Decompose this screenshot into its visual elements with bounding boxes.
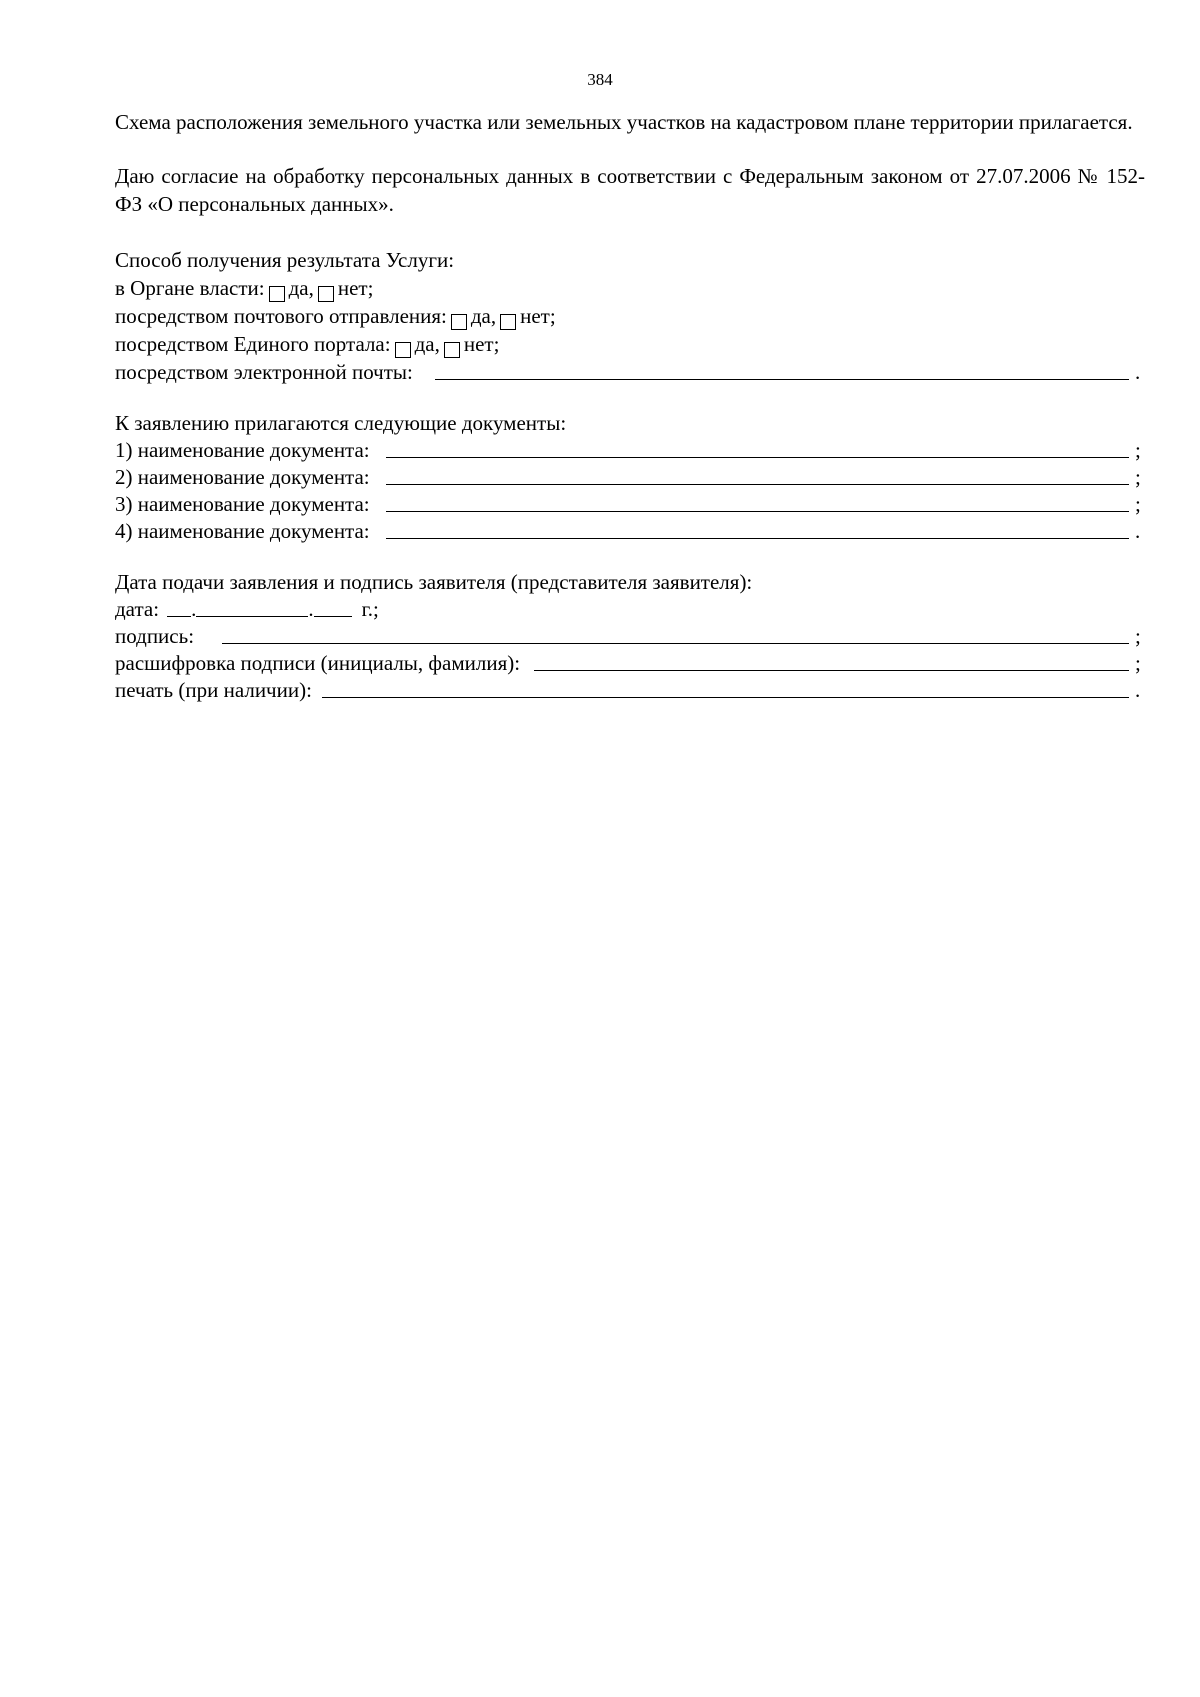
documents-heading: К заявлению прилагаются следующие документы:: [115, 411, 567, 435]
document-label: 2) наименование документа:: [115, 465, 370, 489]
document-end: ;: [1135, 492, 1141, 516]
document-item: [115, 437, 1145, 464]
no-checkbox[interactable]: [444, 342, 460, 358]
decode-field[interactable]: [534, 669, 1129, 671]
scheme-paragraph: Схема расположения земельного участка или земельных участков на кадастровом плане территории прилагается.: [115, 110, 1133, 134]
stamp-label: печать (при наличии):: [115, 678, 312, 702]
option-portal: [115, 330, 1145, 358]
option-label: посредством почтового отправления:: [115, 304, 447, 328]
date-year-field[interactable]: [314, 615, 352, 617]
documents-section: [115, 410, 1145, 545]
signature-line: [115, 623, 1145, 650]
document-name-field[interactable]: [386, 456, 1129, 458]
decode-line: [115, 650, 1145, 677]
decode-label: расшифровка подписи (инициалы, фамилия):: [115, 651, 521, 675]
no-label: нет;: [463, 332, 500, 356]
document-name-field[interactable]: [386, 510, 1129, 512]
yes-checkbox[interactable]: [451, 314, 467, 330]
year-suffix: г.;: [361, 597, 379, 621]
date-separator: .: [308, 597, 314, 621]
date-label: дата:: [115, 597, 160, 621]
page-number: 384: [587, 70, 613, 89]
option-authority: [115, 274, 1145, 302]
document-label: 1) наименование документа:: [115, 438, 370, 462]
stamp-end: .: [1135, 678, 1141, 702]
yes-checkbox[interactable]: [395, 342, 411, 358]
document-label: 4) наименование документа:: [115, 519, 370, 543]
no-label: нет;: [520, 304, 556, 328]
document-end: ;: [1135, 438, 1141, 462]
email-end: .: [1135, 360, 1141, 384]
date-line: [115, 596, 1145, 623]
option-label: в Органе власти:: [115, 276, 265, 300]
document-name-field[interactable]: [386, 483, 1129, 485]
option-label: посредством Единого портала:: [115, 332, 391, 356]
stamp-line: [115, 677, 1145, 704]
document-label: 3) наименование документа:: [115, 492, 370, 516]
option-email: [115, 358, 1145, 386]
yes-checkbox[interactable]: [269, 286, 285, 302]
email-label: посредством электронной почты:: [115, 360, 413, 384]
result-heading: Способ получения результата Услуги:: [115, 248, 455, 272]
decode-end: ;: [1135, 651, 1141, 675]
date-day-field[interactable]: [167, 615, 191, 617]
document-item: [115, 491, 1145, 518]
no-checkbox[interactable]: [500, 314, 516, 330]
document-item: [115, 518, 1145, 545]
yes-label: да,: [470, 304, 497, 328]
yes-label: да,: [288, 276, 314, 300]
result-section: [115, 246, 1145, 386]
signature-section: [115, 569, 1145, 704]
document-item: [115, 464, 1145, 491]
document-name-field[interactable]: [386, 537, 1129, 539]
email-field[interactable]: [435, 378, 1129, 380]
signature-field[interactable]: [222, 642, 1129, 644]
yes-label: да,: [414, 332, 440, 356]
signature-label: подпись:: [115, 624, 195, 648]
signature-end: ;: [1135, 624, 1141, 648]
no-label: нет;: [337, 276, 374, 300]
option-mail: [115, 302, 1145, 330]
consent-paragraph: Даю согласие на обработку персональных данных в соответствии с Федеральным законом от 27.07.2006 № 152-ФЗ «О персональных данных».: [115, 164, 1145, 216]
document-end: .: [1135, 519, 1141, 543]
document-end: ;: [1135, 465, 1141, 489]
signature-heading: Дата подачи заявления и подпись заявителя (представителя заявителя):: [115, 570, 753, 594]
document-body: [115, 108, 1145, 704]
stamp-field[interactable]: [322, 696, 1129, 698]
date-separator: .: [191, 597, 197, 621]
no-checkbox[interactable]: [318, 286, 334, 302]
date-month-field[interactable]: [196, 615, 308, 617]
